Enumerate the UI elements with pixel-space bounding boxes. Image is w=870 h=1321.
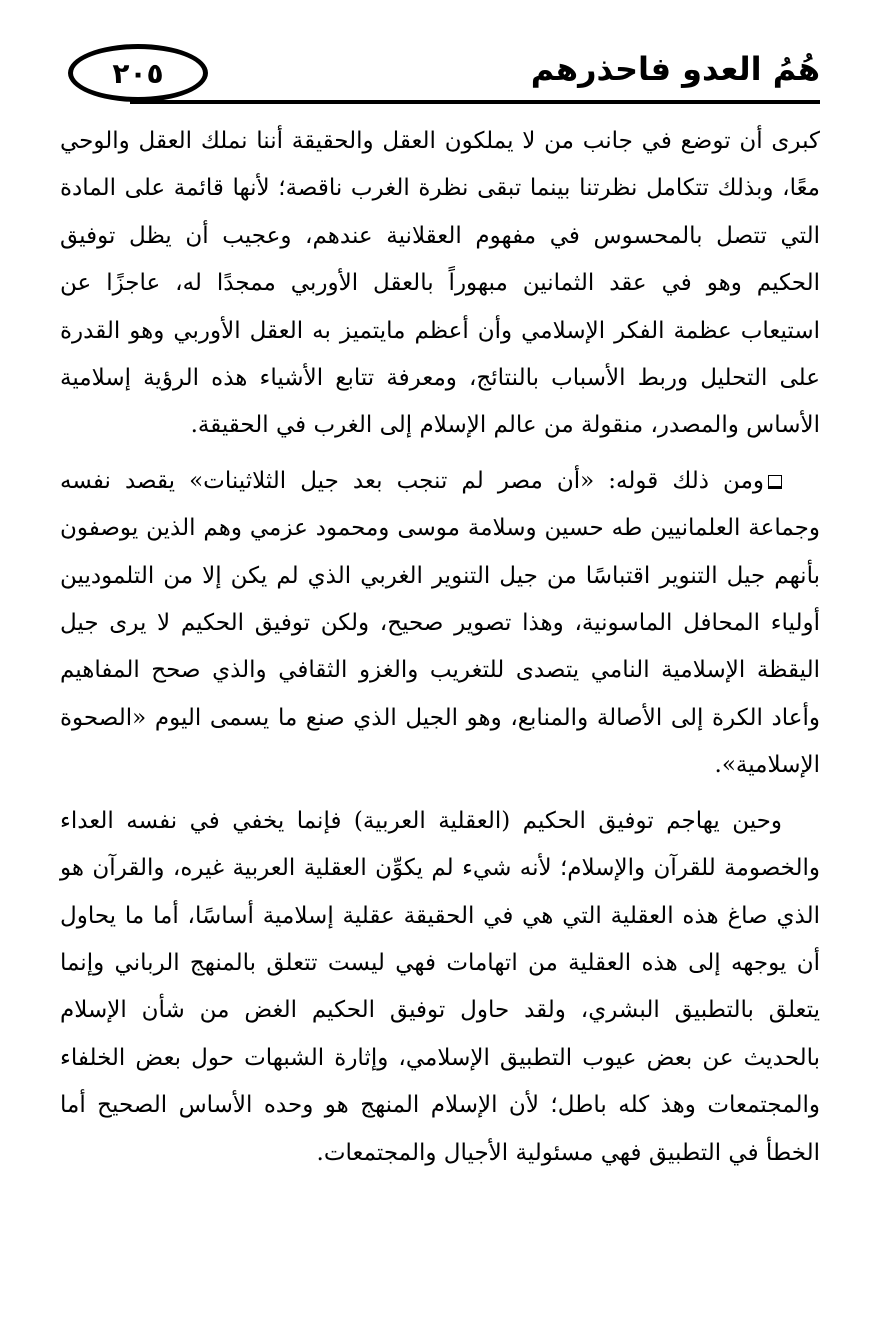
paragraph-2 (60, 458, 820, 790)
page-header (60, 38, 820, 108)
paragraph-2-text: ومن ذلك قوله: «أن مصر لم تنجب بعد جيل الثلاثينات» يقصد نفسه وجماعة العلمانيين طه حسين وسلامة موسى ومحمود عزمي وهم الذين يوصفون بأنهم جيل التنوير اقتباسًا من جيل التنوير الغربي الذي لم يكن إلا من التلموديين أولياء المحافل الماسونية، وهذا تصوير صحيح، ولكن توفيق الحكيم لا يرى جيل اليقظة الإسلامية النامي يتصدى للتغريب والغزو الثقافي والذي صحح المفاهيم وأعاد الكرة إلى الأصالة والمنابع، وهو الجيل الذي صنع ما يسمى اليوم «الصحوة الإسلامية». (60, 467, 820, 779)
page-number-oval (68, 44, 208, 102)
paragraph-3: وحين يهاجم توفيق الحكيم (العقلية العربية) فإنما يخفي في نفسه العداء والخصومة للقرآن والإسلام؛ لأنه شيء لم يكوِّن العقلية العربية غيره، والقرآن هو الذي صاغ هذه العقلية التي هي في الحقيقة عقلية إسلامية أساسًا، أما ما يحاول أن يوجهه إلى هذه العقلية من اتهامات فهي ليست تتعلق بالمنهج الرباني وإنما يتعلق بالتطبيق البشري، ولقد حاول توفيق الحكيم الغض من شأن الإسلام بالحديث عن بعض عيوب التطبيق الإسلامي، وإثارة الشبهات حول بعض الخلفاء والمجتمعات وهذ كله باطل؛ لأن الإسلام المنهج هو وحده الأساس الصحيح أما الخطأ في التطبيق فهي مسئولية الأجيال والمجتمعات. (60, 807, 820, 1166)
page-number: ٢٠٥ (112, 56, 164, 90)
paragraph-1: كبرى أن توضع في جانب من لا يملكون العقل والحقيقة أننا نملك العقل والوحي معًا، وبذلك تتكامل نظرتنا بينما تبقى نظرة الغرب ناقصة؛ لأنها قائمة على المادة التي تتصل بالمحسوس في مفهوم العقلانية عندهم، وعجيب أن يظل توفيق الحكيم وهو في عقد الثمانين مبهوراً بالعقل الأوربي ممجدًا له، عاجزًا عن استيعاب عظمة الفكر الإسلامي وأن أعظم مايتميز به العقل الأوربي وهو القدرة على التحليل وربط الأسباب بالنتائج، ومعرفة تتابع الأشياء هذه الرؤية إسلامية الأساس والمصدر، منقولة من عالم الإسلام إلى الغرب في الحقيقة. (60, 128, 820, 439)
body-text (60, 118, 820, 1177)
header-rule (130, 100, 820, 104)
book-icon (768, 475, 782, 489)
running-title: هُمُ العدو فاحذرهم (530, 50, 820, 88)
